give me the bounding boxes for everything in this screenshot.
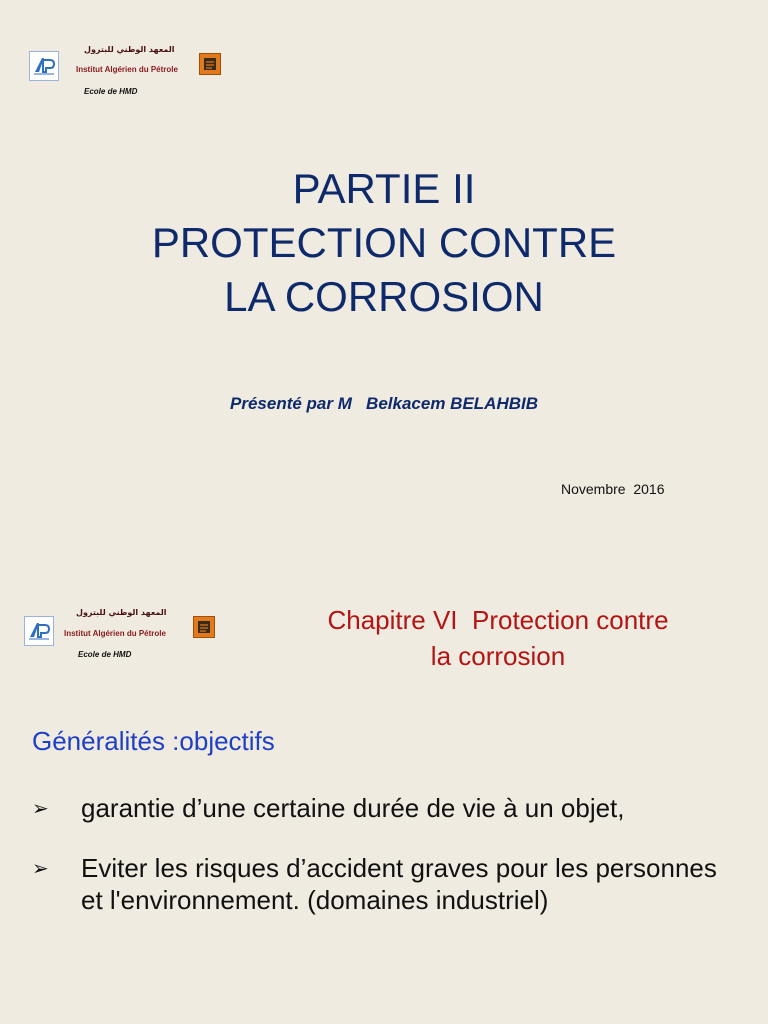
institute-name: Institut Algérien du Pétrole xyxy=(64,629,166,638)
presentation-date: Novembre 2016 xyxy=(561,481,665,497)
hmd-logo-icon xyxy=(199,53,221,75)
title-line: PARTIE II xyxy=(292,165,476,212)
bullet-text: Eviter les risques d’accident graves pour les personnes et l'environnement. (domaines industriel) xyxy=(81,853,717,915)
list-item xyxy=(32,792,732,824)
presenter-line: Présenté par M Belkacem BELAHBIB xyxy=(230,394,538,413)
school-name: Ecole de HMD xyxy=(78,650,132,659)
chapter-line: la corrosion xyxy=(430,641,566,671)
institute-name: Institut Algérien du Pétrole xyxy=(76,65,178,74)
chapter-slide xyxy=(0,568,768,1024)
arrow-bullet-icon: ➢ xyxy=(32,796,49,820)
chapter-title xyxy=(278,602,718,674)
section-heading: Généralités :objectifs xyxy=(32,726,275,756)
bullet-list xyxy=(32,792,732,944)
iap-logo-icon xyxy=(24,616,54,646)
list-item xyxy=(32,852,732,916)
bullet-text: garantie d’une certaine durée de vie à un objet, xyxy=(81,793,625,823)
title-line: LA CORROSION xyxy=(224,273,544,320)
chapter-line: Chapitre VI Protection contre xyxy=(327,605,669,635)
hmd-logo-icon xyxy=(193,616,215,638)
school-name: Ecole de HMD xyxy=(84,87,138,96)
iap-logo-icon xyxy=(29,51,59,81)
arrow-bullet-icon: ➢ xyxy=(32,856,49,880)
title-line: PROTECTION CONTRE xyxy=(151,219,617,266)
institute-arabic-name: المعهد الوطني للبترول xyxy=(84,45,175,54)
institute-arabic-name: المعهد الوطني للبترول xyxy=(76,608,167,617)
slide-title xyxy=(0,162,768,324)
